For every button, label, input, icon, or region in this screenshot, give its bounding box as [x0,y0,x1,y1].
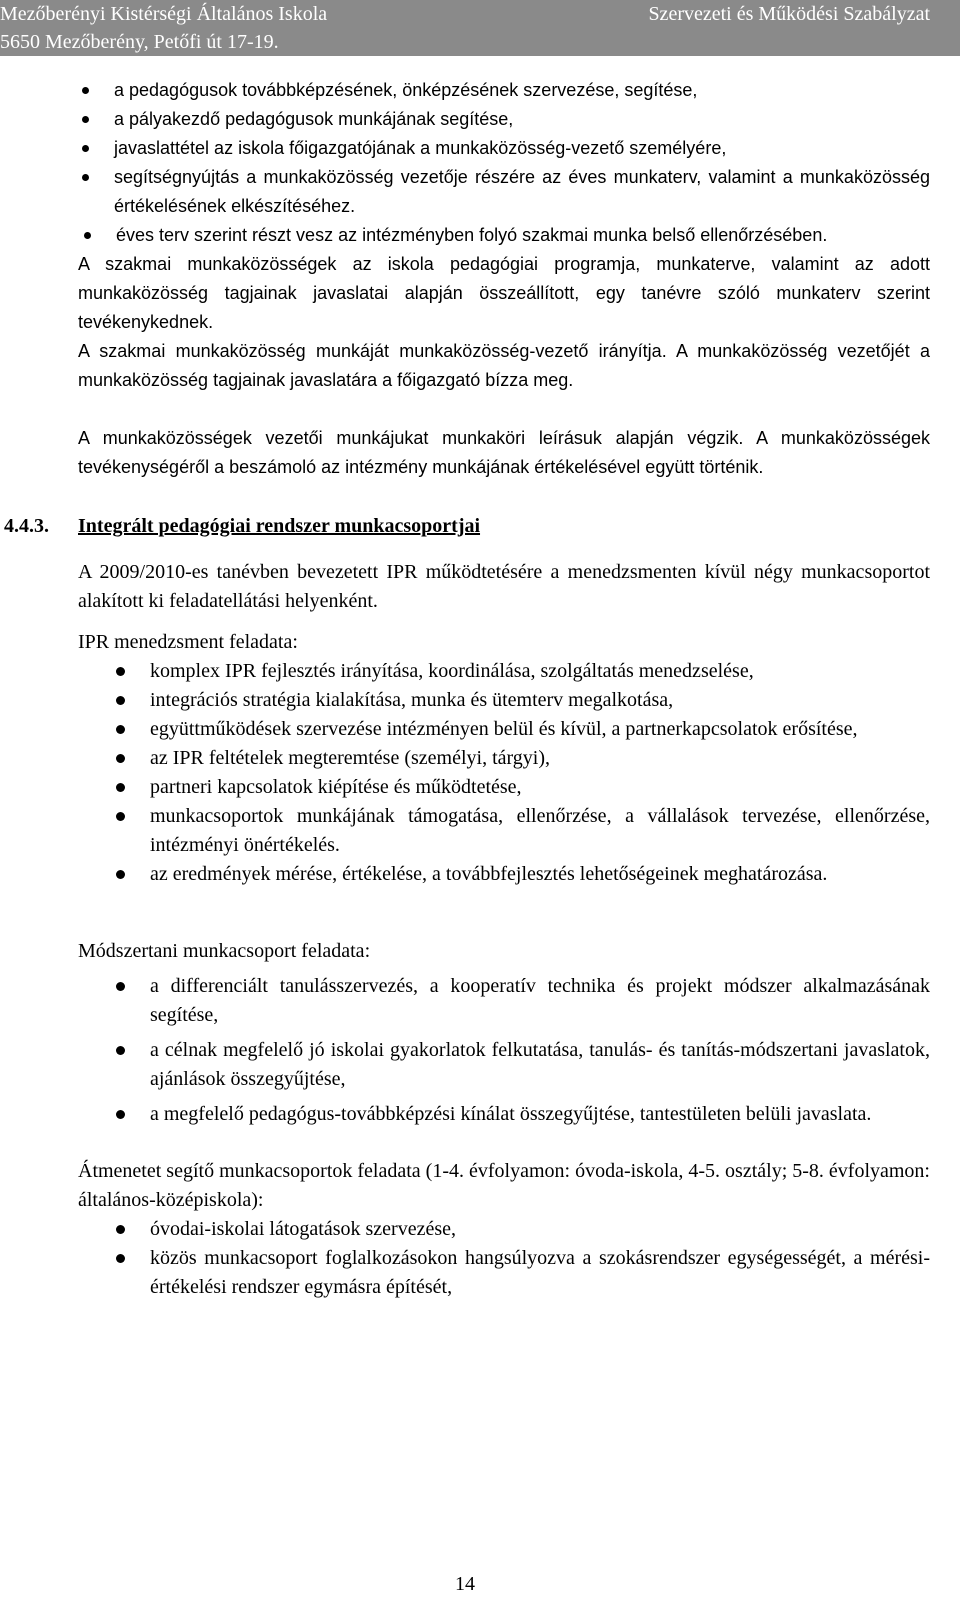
list-item: az IPR feltételek megteremtése (személyi, tárgyi), [78,744,930,773]
paragraph: A munkaközösségek vezetői munkájukat munkaköri leírásuk alapján végzik. A munkaközösségek tevékenységéről a beszámoló az intézmény munkájának értékelésével együtt történik. [78,428,930,477]
duties-list [78,76,930,250]
page-content [4,76,930,1302]
list-item: az eredmények mérése, értékelése, a továbbfejlesztés lehetőségeinek meghatározása. [78,860,930,889]
school-address: 5650 Mezőberény, Petőfi út 17-19. [0,31,279,53]
ipr-list [78,657,930,889]
transition-label: Átmenetet segítő munkacsoportok feladata (1-4. évfolyamon: óvoda-iskola, 4-5. osztály; 5-8. évfolyamon: általános-középiskola): [78,1160,930,1211]
list-item: a pedagógusok továbbképzésének, önképzésének szervezése, segítése, [78,76,930,105]
section-heading [0,512,930,542]
section-title: Integrált pedagógiai rendszer munkacsoportjai [78,515,481,537]
list-item: partneri kapcsolatok kiépítése és működtetése, [78,773,930,802]
list-item: együttműködések szervezése intézményen belül és kívül, a partnerkapcsolatok erősítése, [78,715,930,744]
paragraph: A szakmai munkaközösség munkáját munkaközösség-vezető irányítja. A munkaközösség vezetőjét a munkaközösség tagjainak javaslatára a főigazgató bízza meg. [78,341,930,390]
list-item: segítségnyújtás a munkaközösség vezetője részére az éves munkaterv, valamint a munkaközösség értékelésének elkészítéséhez. [78,163,930,221]
list-item: javaslattétel az iskola főigazgatójának a munkaközösség-vezető személyére, [78,134,930,163]
list-item: óvodai-iskolai látogatások szervezése, [78,1215,930,1244]
header-left [0,0,327,56]
list-item: komplex IPR fejlesztés irányítása, koordinálása, szolgáltatás menedzselése, [78,657,930,686]
school-name: Mezőberényi Kistérségi Általános Iskola [0,3,328,25]
list-item: integrációs stratégia kialakítása, munka és ütemterv megalkotása, [78,686,930,715]
methodology-list [78,972,930,1129]
list-item: munkacsoportok munkájának támogatása, ellenőrzése, a vállalások tervezése, ellenőrzése, intézményi önértékelés. [78,802,930,860]
page-number: 14 [455,1573,475,1595]
list-item: a célnak megfelelő jó iskolai gyakorlatok felkutatása, tanulás- és tanítás-módszertani javaslatok, ajánlások összegyűjtése, [78,1036,930,1094]
section-number: 4.4.3. [4,515,49,537]
methodology-label: Módszertani munkacsoport feladata: [78,940,371,962]
document-title: Szervezeti és Működési Szabályzat [648,3,930,25]
list-item: a differenciált tanulásszervezés, a kooperatív technika és projekt módszer alkalmazásának segítése, [78,972,930,1030]
ipr-label: IPR menedzsment feladata: [78,631,298,653]
list-item: közös munkacsoport foglalkozásokon hangsúlyozva a szokásrendszer egységességét, a mérési-értékelési rendszer egymásra építését, [78,1244,930,1302]
paragraph: A 2009/2010-es tanévben bevezetett IPR működtetésére a menedzsmenten kívül négy munkacsoportot alakított ki feladatellátási helyenként. [78,561,930,612]
transition-list [78,1215,930,1302]
list-item: a pályakezdő pedagógusok munkájának segítése, [78,105,930,134]
list-item: éves terv szerint részt vesz az intézményben folyó szakmai munka belső ellenőrzésében. [78,221,930,250]
page-header [0,0,960,56]
list-item: a megfelelő pedagógus-továbbképzési kínálat összegyűjtése, tantestületen belüli javaslata. [78,1100,930,1129]
paragraph: A szakmai munkaközösségek az iskola pedagógiai programja, munkaterve, valamint az adott munkaközösség tagjainak javaslatai alapján összeállított, egy tanévre szóló munkaterv szerint tevékenykednek. [78,254,930,332]
